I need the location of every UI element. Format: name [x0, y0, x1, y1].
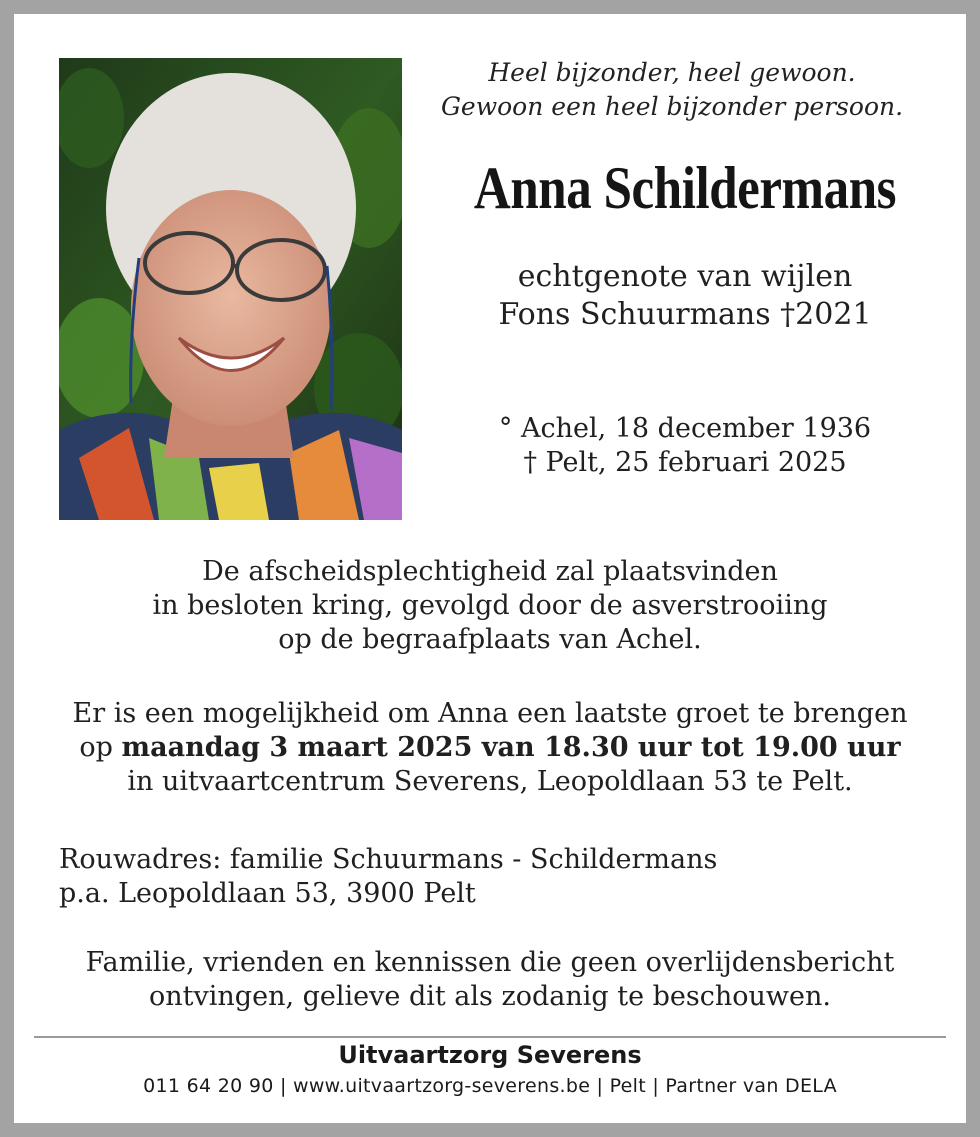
quote-line: Gewoon een heel bijzonder persoon. — [440, 92, 904, 121]
ceremony-paragraph — [34, 555, 946, 657]
mourning-address — [59, 843, 939, 911]
text-line: op de begraafplaats van Achel. — [278, 624, 702, 655]
funeral-home-contact: 011 64 20 90 | www.uitvaartzorg-severens.be | Pelt | Partner van DELA — [143, 1075, 837, 1097]
spouse-info — [414, 258, 956, 334]
funeral-home-name: Uitvaartzorg Severens — [338, 1041, 642, 1069]
text-line: Familie, vrienden en kennissen die geen overlijdensbericht — [85, 947, 895, 978]
text-line: ontvingen, gelieve dit als zodanig te beschouwen. — [149, 981, 831, 1012]
address-line: Rouwadres: familie Schuurmans - Schildermans — [59, 844, 718, 875]
quote-line: Heel bijzonder, heel gewoon. — [488, 58, 856, 87]
text-prefix: op — [79, 732, 122, 763]
text-line: De afscheidsplechtigheid zal plaatsvinden — [202, 556, 778, 587]
text-line — [34, 731, 946, 765]
visit-time: maandag 3 maart 2025 van 18.30 uur tot 19.00 uur — [121, 732, 901, 763]
death-date: † Pelt, 25 februari 2025 — [523, 447, 847, 478]
spouse-line: echtgenote van wijlen — [517, 259, 853, 294]
portrait-photo — [59, 58, 402, 520]
text-line: in besloten kring, gevolgd door de asverstrooiing — [152, 590, 828, 621]
farewell-paragraph — [34, 697, 946, 799]
birth-date: ° Achel, 18 december 1936 — [498, 413, 872, 444]
spouse-line: Fons Schuurmans †2021 — [498, 297, 872, 332]
obituary-card — [14, 14, 966, 1123]
text-line: Er is een mogelijkheid om Anna een laatste groet te brengen — [72, 698, 908, 729]
text-line: in uitvaartcentrum Severens, Leopoldlaan 53 te Pelt. — [127, 766, 853, 797]
footer-divider — [34, 1036, 946, 1038]
deceased-name: Anna Schildermans — [473, 155, 897, 221]
epigraph-quote — [414, 56, 930, 124]
notice-paragraph — [34, 946, 946, 1014]
life-dates — [414, 412, 956, 480]
address-line: p.a. Leopoldlaan 53, 3900 Pelt — [59, 878, 476, 909]
